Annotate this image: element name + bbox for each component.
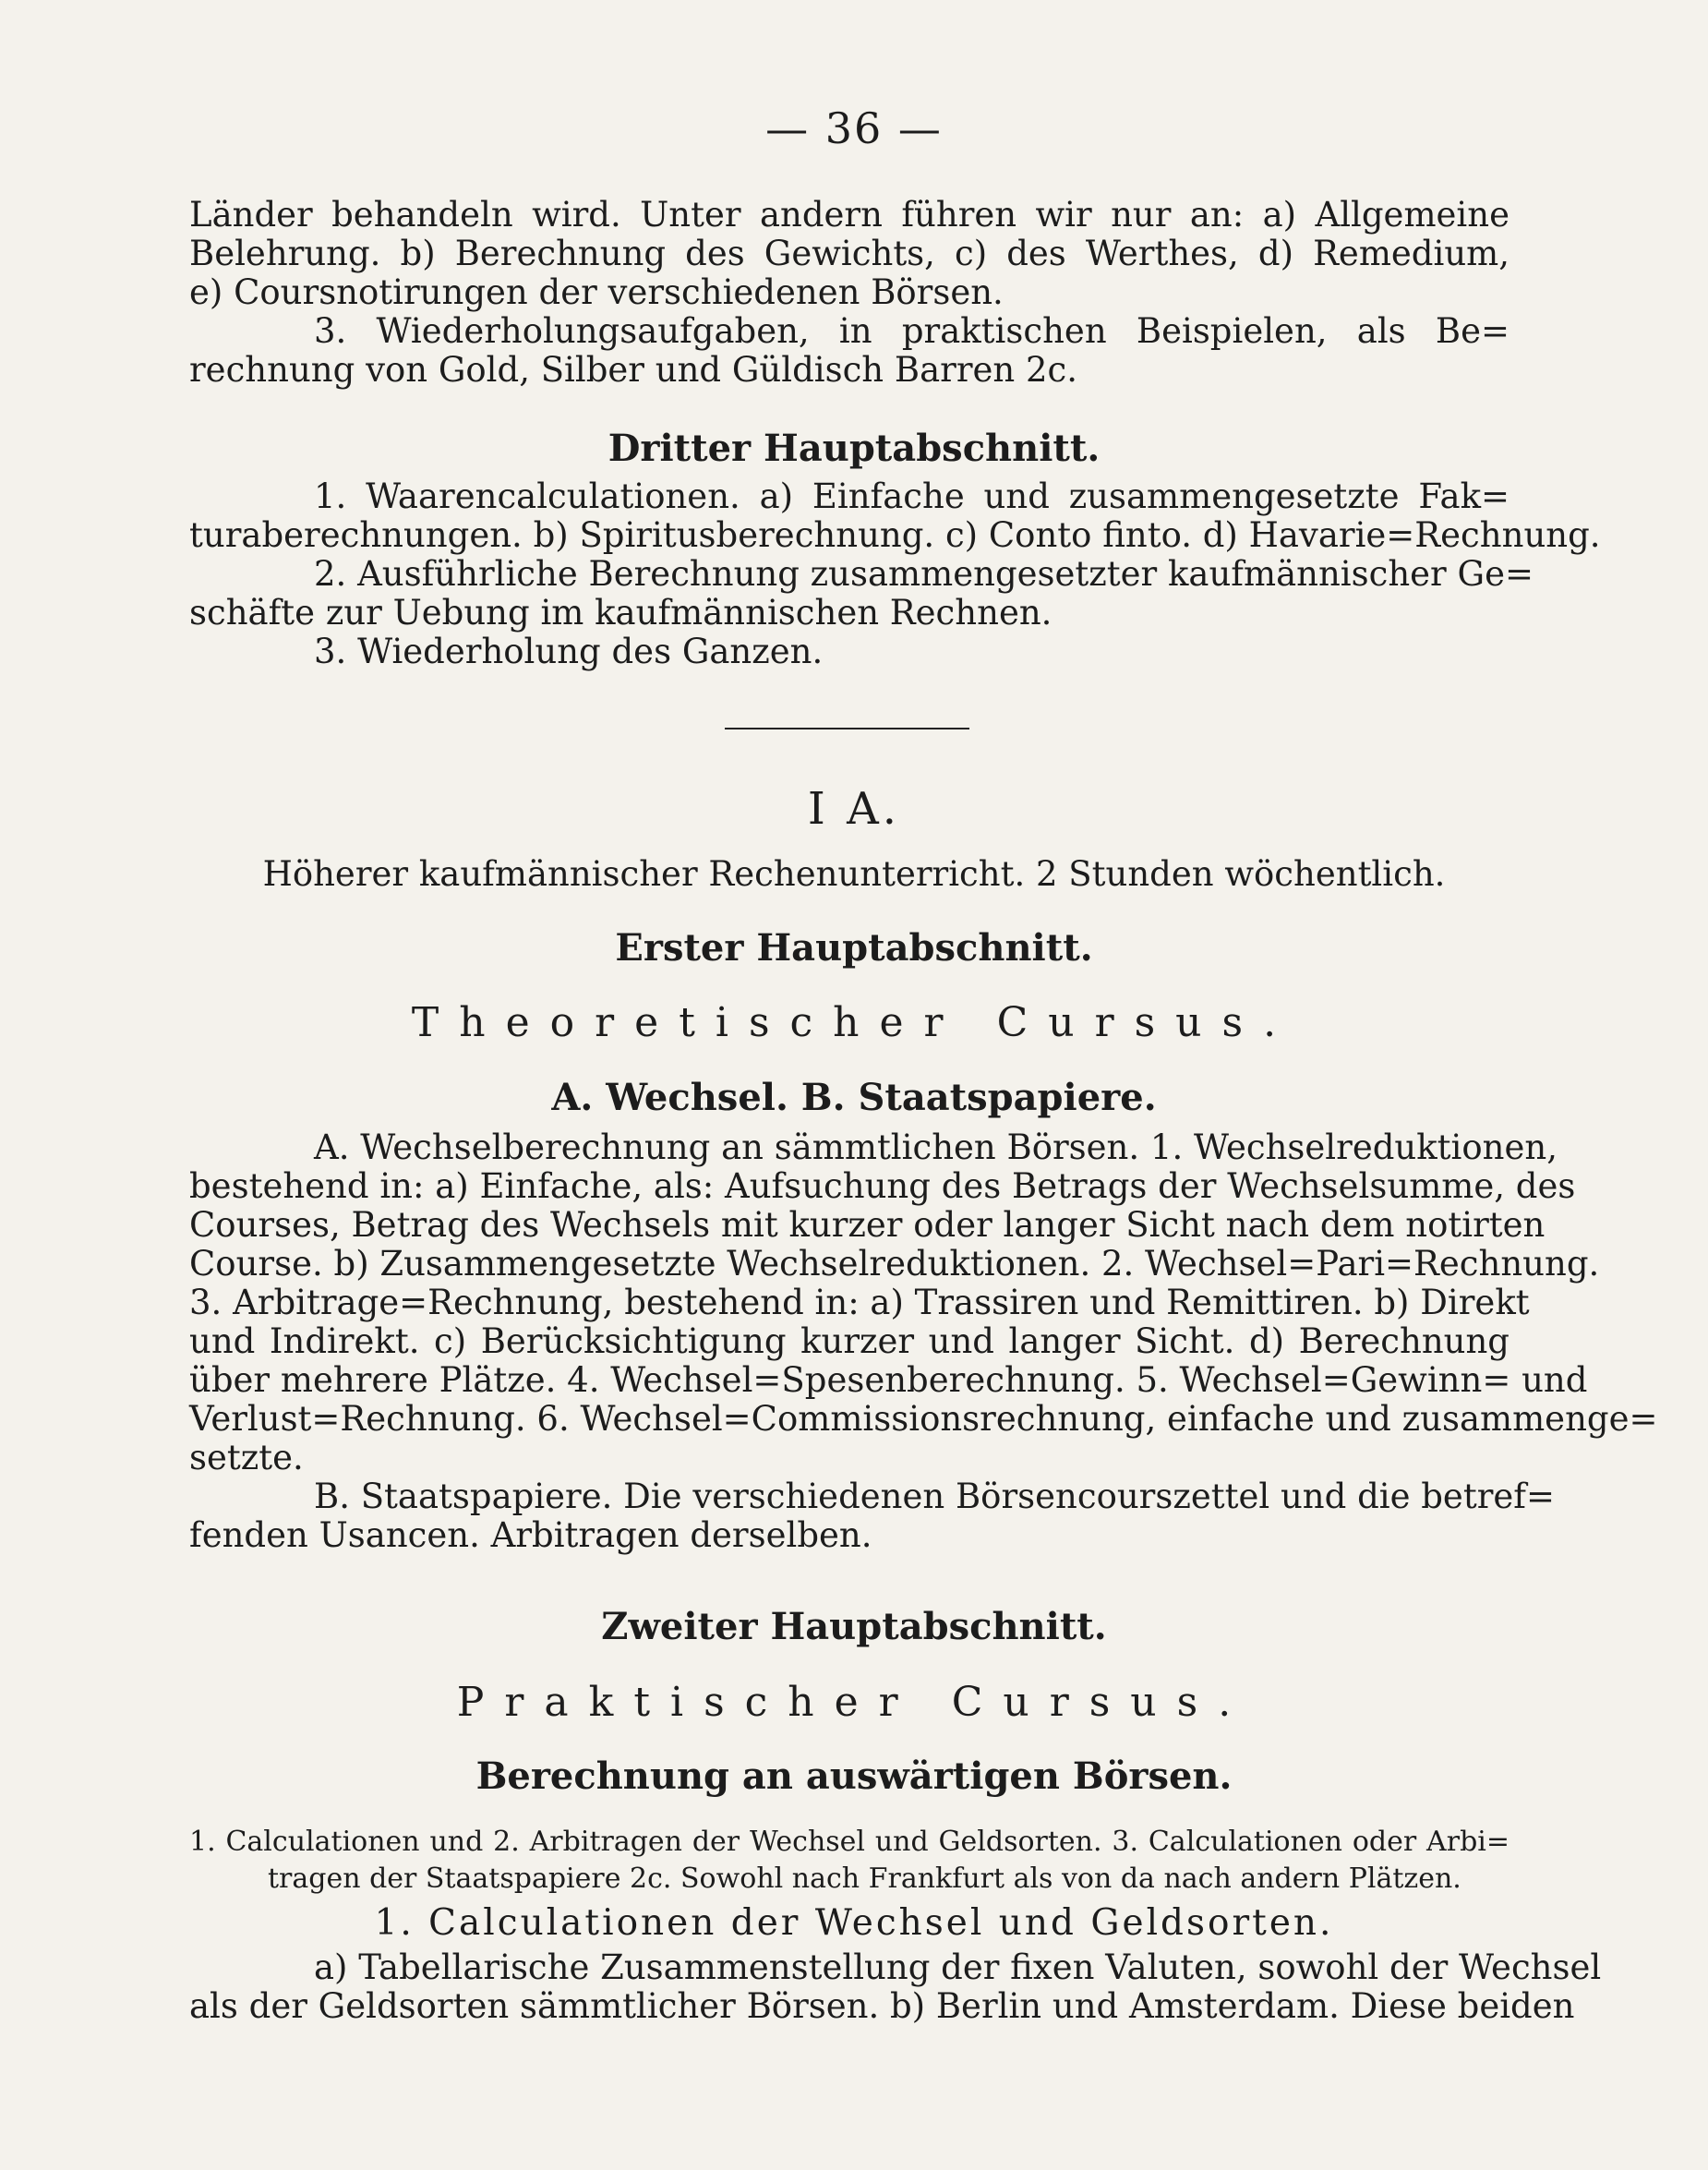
- text-line: über mehrere Plätze. 4. Wechsel=Spesenberechnung. 5. Wechsel=Gewinn= und: [189, 1360, 1588, 1400]
- text-line: als der Geldsorten sämmtlicher Börsen. b) Berlin und Amsterdam. Diese beiden: [189, 1986, 1575, 2026]
- heading-wechsel-staatspapiere: A. Wechsel. B. Staatspapiere.: [551, 1076, 1157, 1119]
- class-subtitle: Höherer kaufmännischer Rechenunterricht. 2 Stunden wöchentlich.: [262, 854, 1446, 894]
- text-line: setzte.: [189, 1438, 304, 1477]
- text-line: e) Coursnotirungen der verschiedenen Börsen.: [189, 272, 1004, 312]
- paragraph-block-4: [189, 1824, 1510, 1898]
- text-line: fenden Usancen. Arbitragen derselben.: [189, 1515, 872, 1555]
- heading-dritter-hauptabschnitt: Dritter Hauptabschnitt.: [607, 427, 1101, 470]
- text-line: turaberechnungen. b) Spiritusberechnung. c) Conto finto. d) Havarie=Rechnung.: [189, 515, 1601, 555]
- text-line: Verlust=Rechnung. 6. Wechsel=Commissionsrechnung, einfache und zusammenge=: [189, 1399, 1658, 1439]
- text-line: 3. Arbitrage=Rechnung, bestehend in: a) Trassiren und Remittiren. b) Direkt: [189, 1283, 1530, 1322]
- text-line: 2. Ausführliche Berechnung zusammengesetzter kaufmännischer Ge=: [314, 554, 1534, 594]
- text-line: 3. Wiederholung des Ganzen.: [314, 632, 824, 671]
- paragraph-block-3: [189, 1127, 1658, 1555]
- text-line: rechnung von Gold, Silber und Güldisch Barren 2c.: [189, 350, 1078, 390]
- text-line: 1. Waarencalculationen. a) Einfache und zusammengesetzte Fak=: [314, 476, 1510, 516]
- text-line: 3. Wiederholungsaufgaben, in praktischen Beispielen, als Be=: [314, 311, 1510, 351]
- text-line: Courses, Betrag des Wechsels mit kurzer oder langer Sicht nach dem notirten: [189, 1205, 1546, 1245]
- heading-theoretischer-cursus: Theoretischer Cursus.: [411, 999, 1297, 1046]
- text-line: tragen der Staatspapiere 2c. Sowohl nach Frankfurt als von da nach andern Plätzen.: [268, 1863, 1461, 1895]
- paragraph-block-5: [189, 1947, 1602, 2026]
- heading-erster-hauptabschnitt: Erster Hauptabschnitt.: [615, 926, 1093, 970]
- page-number: — 36 —: [765, 103, 943, 153]
- text-line: Belehrung. b) Berechnung des Gewichts, c) des Werthes, d) Remedium,: [189, 234, 1510, 273]
- class-title: I A.: [807, 783, 901, 835]
- text-line: Course. b) Zusammengesetzte Wechselreduktionen. 2. Wechsel=Pari=Rechnung.: [189, 1244, 1600, 1284]
- paragraph-block-1: [189, 196, 1510, 390]
- heading-berechnung-boersen: Berechnung an auswärtigen Börsen.: [475, 1754, 1233, 1798]
- text-line: bestehend in: a) Einfache, als: Aufsuchung des Betrags der Wechselsumme, des: [189, 1166, 1576, 1206]
- text-line: a) Tabellarische Zusammenstellung der fixen Valuten, sowohl der Wechsel: [314, 1947, 1602, 1987]
- text-line: und Indirekt. c) Berücksichtigung kurzer und langer Sicht. d) Berechnung: [189, 1321, 1510, 1361]
- heading-zweiter-hauptabschnitt: Zweiter Hauptabschnitt.: [601, 1605, 1107, 1648]
- heading-calculationen: 1. Calculationen der Wechsel und Geldsorten.: [374, 1902, 1334, 1944]
- text-line: A. Wechselberechnung an sämmtlichen Börsen. 1. Wechselreduktionen,: [314, 1127, 1558, 1167]
- section-divider: [725, 728, 969, 729]
- heading-praktischer-cursus: Praktischer Cursus.: [456, 1679, 1252, 1726]
- text-line: 1. Calculationen und 2. Arbitragen der Wechsel und Geldsorten. 3. Calculationen oder Arbi=: [189, 1826, 1510, 1858]
- text-line: schäfte zur Uebung im kaufmännischen Rechnen.: [189, 593, 1052, 633]
- paragraph-block-2: [189, 476, 1601, 671]
- text-line: B. Staatspapiere. Die verschiedenen Börsencourszettel und die betref=: [314, 1477, 1555, 1516]
- text-line: Länder behandeln wird. Unter andern führen wir nur an: a) Allgemeine: [189, 195, 1510, 235]
